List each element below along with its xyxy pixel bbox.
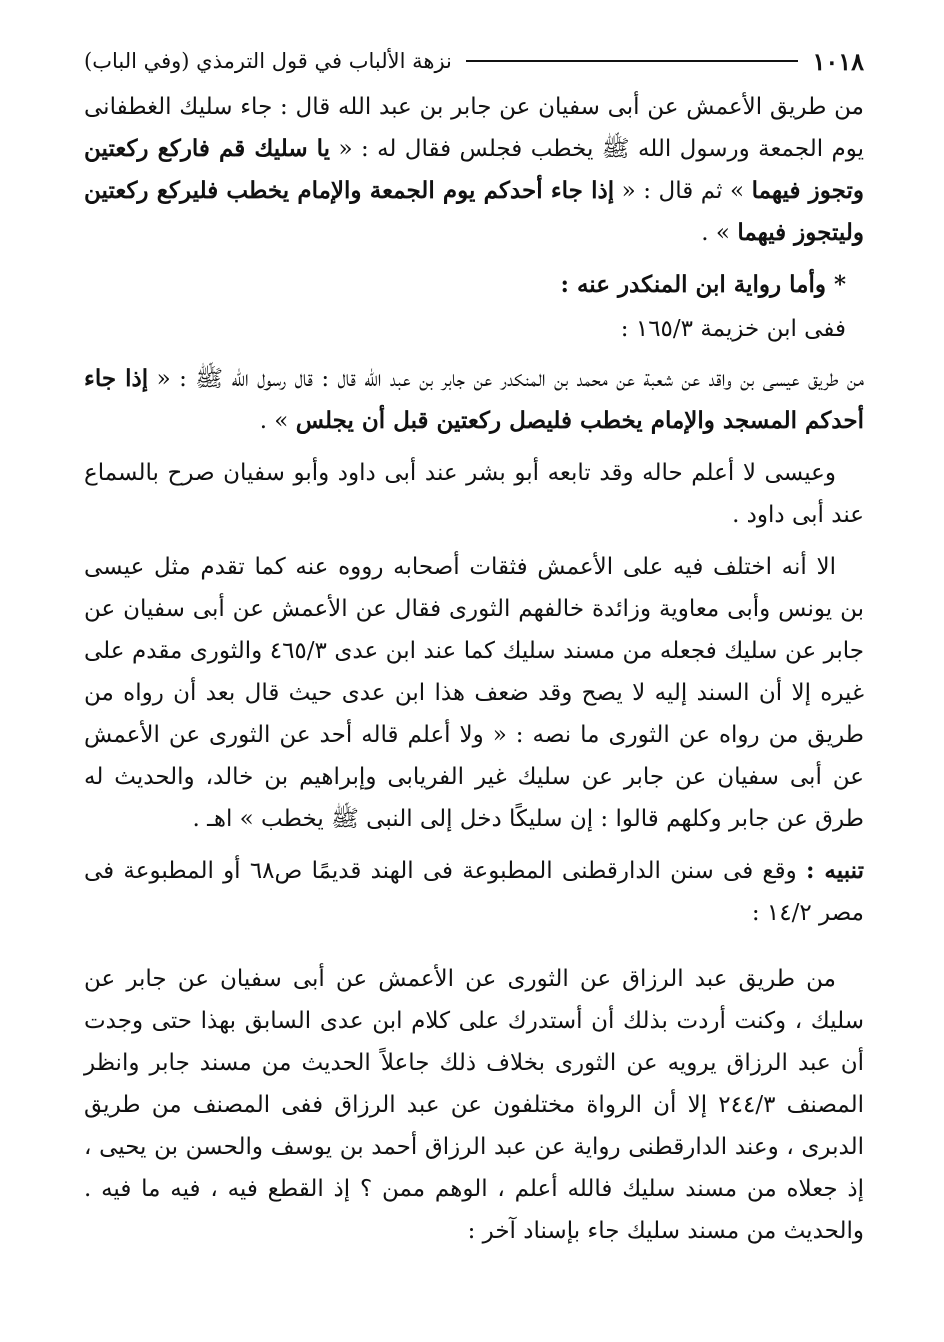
paragraph-hadith-alamash <box>84 86 864 254</box>
running-title: نزهة الألباب في قول الترمذي (وفي الباب) <box>84 49 452 73</box>
paragraph-isa-status: وعيسى لا أعلم حاله وقد تابعه أبو بشر عند أبى داود وأبو سفيان صرح بالسماع عند أبى داود . <box>84 460 864 528</box>
note-label: تنبيه : <box>806 857 864 884</box>
header-rule <box>466 60 799 62</box>
paragraph-abdulrazzaq: من طريق عبد الرزاق عن الثورى عن الأعمش عن أبى سفيان عن جابر عن سليك ، وكنت أردت بذلك أن أستدرك على كلام ابن عدى السابق بهذا حتى وجدت أن عبد الرزاق يرويه عن الثورى بخلاف ذلك جاعلاً الحديث من مسند جابر وانظر المصنف ٢٤٤/٣ إلا أن الرواة مختلفون عن عبد الرزاق ففى المصنف من طريق الدبرى ، وعند الدارقطنى رواية عن عبد الرزاق أحمد بن يوسف والحسن بن يحيى ، إذ جعلاه من مسند سليك فالله أعلم ، الوهم ممن ؟ إذ القطع فيه ، فيه ما فيه . والحديث من مسند سليك جاء بإسناد آخر : <box>84 966 864 1244</box>
section-heading: * وأما رواية ابن المنكدر عنه : <box>560 271 846 298</box>
page-body <box>84 86 864 1252</box>
paragraph-hadith-almunkadir <box>84 358 864 442</box>
paragraph-text: » . <box>701 220 730 246</box>
paragraph-text: من طريق الأعمش عن أبى سفيان عن جابر بن عبد الله قال : جاء سليك الغطفانى يوم الجمعة ورسول الله ﷺ يخطب فجلس فقال له : « <box>84 94 865 162</box>
note-paragraph <box>84 850 864 934</box>
source-reference: ففى ابن خزيمة ١٦٥/٣ : <box>620 316 846 342</box>
hadith-quote: يا سليك قم فاركع ركعتين وتجوز فيهما <box>84 135 865 204</box>
paragraph-text: » ثم قال : « <box>621 178 745 204</box>
paragraph-text: من طريق عيسى بن واقد عن شعبة عن محمد بن المنكدر عن جابر بن عبد الله قال : قال رسول الله ﷺ : « <box>156 366 864 392</box>
book-page <box>84 40 864 1262</box>
page-number: ١٠١٨ <box>812 46 864 76</box>
note-text: وقع فى سنن الدارقطنى المطبوعة فى الهند قديمًا ص٦٨ أو المطبوعة فى مصر ١٤/٢ : <box>84 858 864 926</box>
hadith-quote: إذا جاء أحدكم المسجد والإمام يخطب فليصل ركعتين قبل أن يجلس <box>84 365 864 434</box>
page-header <box>84 40 864 82</box>
hadith-quote: إذا جاء أحدكم يوم الجمعة والإمام يخطب فليركع ركعتين وليتجوز فيهما <box>84 177 864 246</box>
paragraph-alamash-disagreement: الا أنه اختلف فيه على الأعمش فثقات أصحابه رووه عنه كما تقدم مثل عيسى بن يونس وأبى معاوية وزائدة خالفهم الثورى فقال عن الأعمش عن أبى سفيان عن جابر عن سليك فجعله من مسند سليك كما عند ابن عدى ٤٦٥/٣ والثورى مقدم على غيره إلا أن السند إليه لا يصح وقد ضعف هذا ابن عدى حيث قال بعد أن رواه من طريق من رواه عن الثورى ما نصه : « ولا أعلم قاله أحد عن الثورى عن الأعمش عن أبى سفيان عن جابر عن سليك غير الفريابى وإبراهيم بن خالد، والحديث له طرق عن جابر وكلهم قالوا : إن سليكًا دخل إلى النبى ﷺ يخطب » اهـ . <box>84 554 864 832</box>
paragraph-text: » . <box>259 408 289 434</box>
